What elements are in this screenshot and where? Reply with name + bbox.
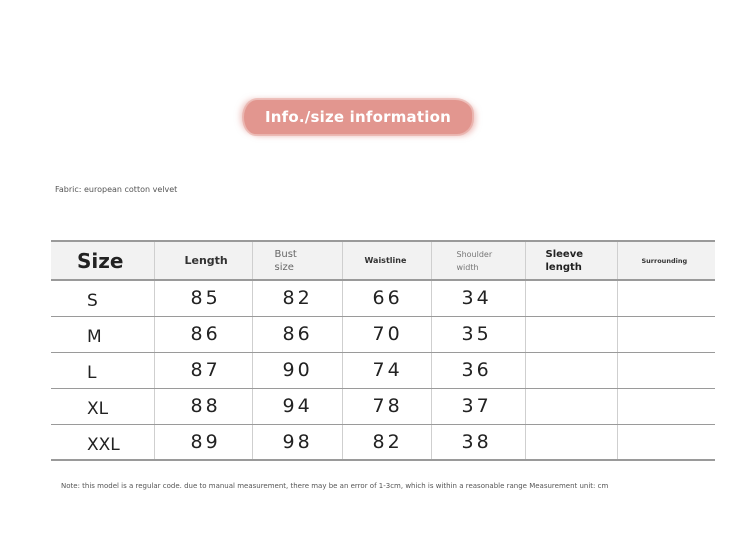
cell-waistline: 74 bbox=[342, 352, 431, 388]
cell-sleeve bbox=[525, 316, 617, 352]
header-length: Length bbox=[154, 241, 252, 280]
cell-shoulder: 38 bbox=[431, 424, 525, 460]
cell-waistline: 66 bbox=[342, 280, 431, 316]
cell-bust: 82 bbox=[252, 280, 342, 316]
section-title: Info./size information bbox=[265, 108, 451, 126]
cell-shoulder: 37 bbox=[431, 388, 525, 424]
header-shoulder-line1: Shoulder bbox=[456, 249, 493, 259]
cell-size: M bbox=[51, 316, 154, 352]
cell-surrounding bbox=[617, 424, 715, 460]
cell-length: 87 bbox=[154, 352, 252, 388]
table-row bbox=[51, 424, 715, 460]
cell-shoulder: 36 bbox=[431, 352, 525, 388]
header-sleeve-length bbox=[525, 241, 617, 280]
table-header-row bbox=[51, 241, 715, 280]
header-bust-line1: Bust bbox=[274, 248, 297, 260]
cell-waistline: 78 bbox=[342, 388, 431, 424]
header-sleeve-line2: length bbox=[545, 261, 582, 273]
header-waistline: Waistline bbox=[342, 241, 431, 280]
header-bust-size bbox=[252, 241, 342, 280]
table-row bbox=[51, 316, 715, 352]
cell-sleeve bbox=[525, 280, 617, 316]
fabric-info: Fabric: european cotton velvet bbox=[55, 185, 178, 194]
table-row bbox=[51, 352, 715, 388]
table-row bbox=[51, 388, 715, 424]
cell-sleeve bbox=[525, 352, 617, 388]
cell-surrounding bbox=[617, 388, 715, 424]
cell-sleeve bbox=[525, 424, 617, 460]
size-chart-table bbox=[51, 240, 715, 461]
cell-waistline: 70 bbox=[342, 316, 431, 352]
header-size: Size bbox=[51, 241, 154, 280]
cell-size: XXL bbox=[51, 424, 154, 460]
table-row bbox=[51, 280, 715, 316]
cell-bust: 98 bbox=[252, 424, 342, 460]
cell-shoulder: 34 bbox=[431, 280, 525, 316]
cell-waistline: 82 bbox=[342, 424, 431, 460]
cell-surrounding bbox=[617, 316, 715, 352]
cell-size: L bbox=[51, 352, 154, 388]
cell-surrounding bbox=[617, 352, 715, 388]
cell-length: 88 bbox=[154, 388, 252, 424]
cell-surrounding bbox=[617, 280, 715, 316]
cell-bust: 90 bbox=[252, 352, 342, 388]
cell-length: 86 bbox=[154, 316, 252, 352]
cell-bust: 94 bbox=[252, 388, 342, 424]
cell-size: XL bbox=[51, 388, 154, 424]
cell-length: 89 bbox=[154, 424, 252, 460]
header-surrounding: Surrounding bbox=[617, 241, 715, 280]
cell-size: S bbox=[51, 280, 154, 316]
header-shoulder-width bbox=[431, 241, 525, 280]
header-sleeve-line1: Sleeve bbox=[545, 248, 583, 260]
section-title-banner bbox=[244, 100, 472, 134]
cell-length: 85 bbox=[154, 280, 252, 316]
header-shoulder-line2: width bbox=[456, 262, 479, 272]
cell-sleeve bbox=[525, 388, 617, 424]
cell-shoulder: 35 bbox=[431, 316, 525, 352]
header-bust-line2: size bbox=[274, 261, 294, 273]
measurement-note: Note: this model is a regular code. due to manual measurement, there may be an error of 1-3cm, which is within a reasonable range Measurement unit: cm bbox=[61, 482, 609, 490]
cell-bust: 86 bbox=[252, 316, 342, 352]
